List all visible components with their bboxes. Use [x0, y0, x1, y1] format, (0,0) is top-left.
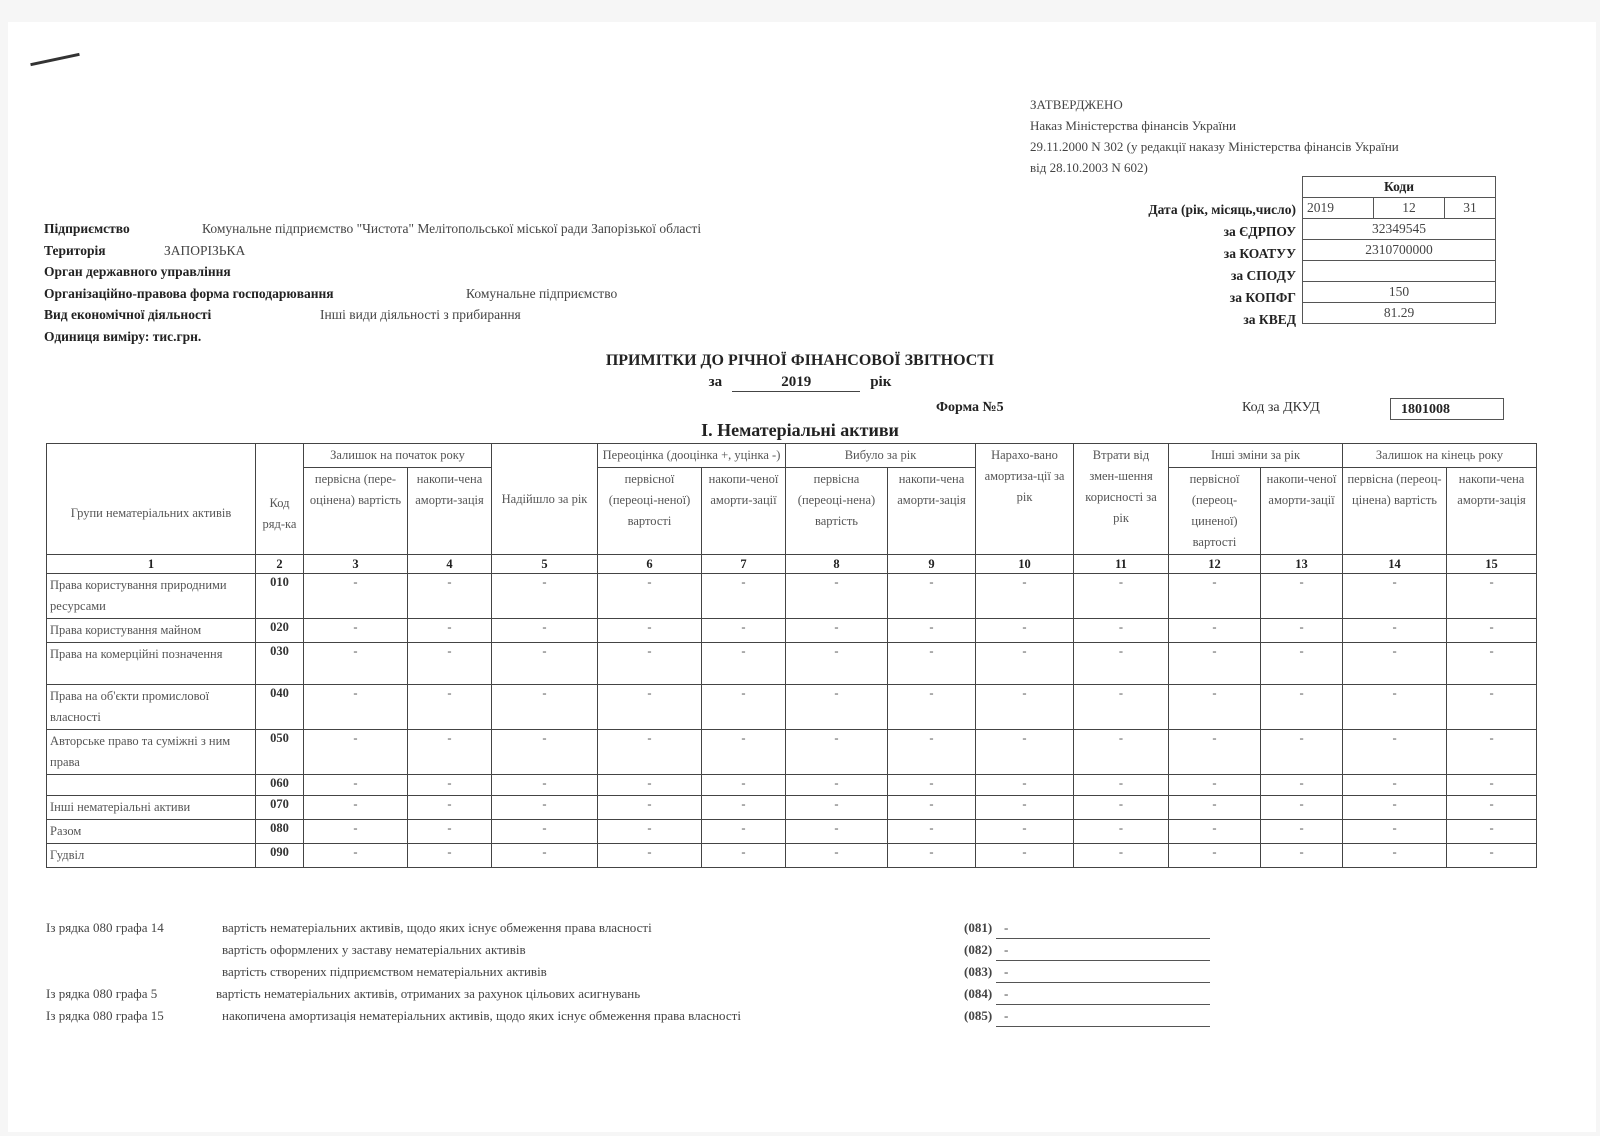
- note-value: -: [1004, 1008, 1009, 1023]
- table-row: [47, 775, 1537, 796]
- cell-value: -: [492, 574, 598, 619]
- approval-block: [1030, 94, 1399, 178]
- row-name: [47, 775, 256, 796]
- subheader-reval-amort: накопи-ченої аморти-зації: [702, 468, 786, 555]
- column-number: 14: [1343, 555, 1447, 574]
- date-day: 31: [1445, 198, 1496, 219]
- cell-value: -: [408, 844, 492, 868]
- cell-value: -: [492, 775, 598, 796]
- cell-value: -: [702, 619, 786, 643]
- cell-value: -: [976, 775, 1074, 796]
- intangible-assets-table: [46, 443, 1537, 868]
- row-name: Гудвіл: [47, 844, 256, 868]
- kopfg-value: 150: [1303, 282, 1496, 303]
- table-row: [47, 730, 1537, 775]
- note-code: (083): [964, 964, 993, 979]
- cell-value: -: [1447, 685, 1537, 730]
- row-name: Інші нематеріальні активи: [47, 796, 256, 820]
- subheader-disp-amort: накопи-чена аморти-зація: [888, 468, 976, 555]
- cell-value: -: [598, 643, 702, 685]
- approval-line: Наказ Міністерства фінансів України: [1030, 118, 1236, 133]
- cell-value: -: [1074, 844, 1169, 868]
- cell-value: -: [976, 820, 1074, 844]
- cell-value: -: [1447, 775, 1537, 796]
- table-row: [47, 685, 1537, 730]
- cell-value: -: [598, 775, 702, 796]
- cell-value: -: [976, 643, 1074, 685]
- header-received: Надійшло за рік: [492, 444, 598, 555]
- column-number: 13: [1261, 555, 1343, 574]
- cell-value: -: [1261, 685, 1343, 730]
- note-value: -: [1004, 986, 1009, 1001]
- header-revaluation: Переоцінка (дооцінка +, уцінка -): [598, 444, 786, 468]
- cell-value: -: [1074, 643, 1169, 685]
- cell-value: -: [786, 820, 888, 844]
- cell-value: -: [1447, 643, 1537, 685]
- cell-value: -: [702, 820, 786, 844]
- org-form-value: Комунальне підприємство: [466, 285, 618, 301]
- row-name: Права на об'єкти промислової власності: [47, 685, 256, 730]
- edrpou-value: 32349545: [1303, 219, 1496, 240]
- cell-value: -: [1261, 619, 1343, 643]
- cell-value: -: [492, 820, 598, 844]
- note-text: вартість нематеріальних активів, отриманих за рахунок цільових асигнувань: [216, 986, 641, 1001]
- codes-labels: [1118, 199, 1296, 331]
- row-code: 070: [256, 796, 304, 820]
- codes-heading: Коди: [1303, 177, 1496, 198]
- cell-value: -: [598, 730, 702, 775]
- subheader-other-initial: первісної (переоц-циненої) вартості: [1169, 468, 1261, 555]
- cell-value: -: [888, 574, 976, 619]
- note-value: -: [1004, 942, 1009, 957]
- note-text: вартість оформлених у заставу нематеріальних активів: [222, 942, 526, 957]
- row-name: Авторське право та суміжні з ним права: [47, 730, 256, 775]
- column-number: 11: [1074, 555, 1169, 574]
- cell-value: -: [408, 730, 492, 775]
- cell-value: -: [702, 796, 786, 820]
- note-code: (082): [964, 942, 993, 957]
- cell-value: -: [1343, 796, 1447, 820]
- cell-value: -: [492, 730, 598, 775]
- report-year-line: [0, 374, 1600, 392]
- cell-value: -: [702, 844, 786, 868]
- table-row: [47, 574, 1537, 619]
- cell-value: -: [408, 685, 492, 730]
- kved-value: 81.29: [1303, 303, 1496, 324]
- cell-value: -: [1074, 820, 1169, 844]
- column-number: 5: [492, 555, 598, 574]
- header-impairment: Втрати від змен-шення корисності за рік: [1074, 444, 1169, 555]
- cell-value: -: [408, 820, 492, 844]
- column-number: 6: [598, 555, 702, 574]
- note-value: -: [1004, 964, 1009, 979]
- column-number: 4: [408, 555, 492, 574]
- row-name: Разом: [47, 820, 256, 844]
- cell-value: -: [1074, 730, 1169, 775]
- cell-value: -: [304, 775, 408, 796]
- cell-value: -: [1343, 643, 1447, 685]
- year-prefix: за: [708, 374, 723, 390]
- subheader-open-initial: первісна (пере-оцінена) вартість: [304, 468, 408, 555]
- column-number: 7: [702, 555, 786, 574]
- row-code: 060: [256, 775, 304, 796]
- cell-value: -: [786, 730, 888, 775]
- edrpou-label: за ЄДРПОУ: [1223, 224, 1296, 239]
- cell-value: -: [786, 796, 888, 820]
- activity-label: Вид економічної діяльності: [44, 307, 212, 322]
- cell-value: -: [1261, 775, 1343, 796]
- header-opening-balance: Залишок на початок року: [304, 444, 492, 468]
- report-year: 2019: [732, 374, 860, 392]
- cell-value: -: [888, 796, 976, 820]
- cell-value: -: [888, 619, 976, 643]
- enterprise-label: Підприємство: [44, 221, 130, 236]
- row-code: 020: [256, 619, 304, 643]
- cell-value: -: [1343, 685, 1447, 730]
- cell-value: -: [1169, 685, 1261, 730]
- authority-label: Орган державного управління: [44, 264, 231, 279]
- row-code: 080: [256, 820, 304, 844]
- column-number: 12: [1169, 555, 1261, 574]
- cell-value: -: [786, 685, 888, 730]
- approval-line: 29.11.2000 N 302 (у редакції наказу Міністерства фінансів України: [1030, 139, 1399, 154]
- cell-value: -: [492, 619, 598, 643]
- cell-value: -: [888, 685, 976, 730]
- subheader-close-amort: накопи-чена аморти-зація: [1447, 468, 1537, 555]
- note-underline: [996, 1004, 1210, 1005]
- cell-value: -: [1447, 619, 1537, 643]
- section-title: І. Нематеріальні активи: [701, 420, 899, 440]
- column-number: 2: [256, 555, 304, 574]
- org-form-label: Організаційно-правова форма господарювання: [44, 285, 334, 301]
- cell-value: -: [976, 685, 1074, 730]
- note-code: (085): [964, 1008, 993, 1023]
- cell-value: -: [1447, 820, 1537, 844]
- subheader-reval-initial: первісної (переоці-неної) вартості: [598, 468, 702, 555]
- header-closing-balance: Залишок на кінець року: [1343, 444, 1537, 468]
- cell-value: -: [1169, 574, 1261, 619]
- cell-value: -: [492, 796, 598, 820]
- cell-value: -: [786, 775, 888, 796]
- cell-value: -: [976, 574, 1074, 619]
- row-name: Права користування природними ресурсами: [47, 574, 256, 619]
- cell-value: -: [888, 844, 976, 868]
- cell-value: -: [1261, 820, 1343, 844]
- cell-value: -: [1261, 643, 1343, 685]
- note-underline: [996, 938, 1210, 939]
- cell-value: -: [598, 796, 702, 820]
- row-code: 050: [256, 730, 304, 775]
- cell-value: -: [492, 844, 598, 868]
- note-prefix: Із рядка 080 графа 15: [46, 1008, 164, 1023]
- note-underline: [996, 1026, 1210, 1027]
- activity-value: Інші види діяльності з прибирання: [320, 307, 521, 322]
- table-row: [47, 844, 1537, 868]
- note-value: -: [1004, 920, 1009, 935]
- row-name: Права користування майном: [47, 619, 256, 643]
- form-number: Форма №5: [936, 400, 1004, 415]
- note-code: (081): [964, 920, 993, 935]
- cell-value: -: [408, 796, 492, 820]
- cell-value: -: [598, 820, 702, 844]
- note-text: вартість нематеріальних активів, щодо яких існує обмеження права власності: [222, 920, 652, 935]
- cell-value: -: [304, 730, 408, 775]
- note-code: (084): [964, 986, 993, 1001]
- date-label: Дата (рік, місяць,число): [1148, 202, 1296, 217]
- cell-value: -: [1074, 574, 1169, 619]
- cell-value: -: [598, 685, 702, 730]
- note-prefix: Із рядка 080 графа 14: [46, 920, 164, 935]
- note-text: вартість створених підприємством нематеріальних активів: [222, 964, 547, 979]
- koatuu-value: 2310700000: [1303, 240, 1496, 261]
- cell-value: -: [1261, 796, 1343, 820]
- spodu-label: за СПОДУ: [1231, 268, 1296, 283]
- column-number: 8: [786, 555, 888, 574]
- table-row: [47, 643, 1537, 685]
- cell-value: -: [976, 844, 1074, 868]
- header-code: Код ряд-ка: [256, 444, 304, 555]
- cell-value: -: [888, 643, 976, 685]
- cell-value: -: [408, 619, 492, 643]
- header-other-changes: Інші зміни за рік: [1169, 444, 1343, 468]
- cell-value: -: [702, 775, 786, 796]
- note-prefix: Із рядка 080 графа 5: [46, 986, 158, 1001]
- column-number: 9: [888, 555, 976, 574]
- spodu-value: [1303, 261, 1496, 282]
- cell-value: -: [1343, 574, 1447, 619]
- cell-value: -: [976, 619, 1074, 643]
- cell-value: -: [408, 574, 492, 619]
- enterprise-value: Комунальне підприємство "Чистота" Мелітопольської міської ради Запорізької області: [202, 221, 702, 236]
- kopfg-label: за КОПФГ: [1229, 290, 1296, 305]
- cell-value: -: [1261, 844, 1343, 868]
- column-number: 1: [47, 555, 256, 574]
- cell-value: -: [888, 820, 976, 844]
- cell-value: -: [702, 643, 786, 685]
- table-row: [47, 796, 1537, 820]
- cell-value: -: [1343, 730, 1447, 775]
- subheader-close-initial: первісна (переоц-цінена) вартість: [1343, 468, 1447, 555]
- cell-value: -: [304, 619, 408, 643]
- date-month: 12: [1374, 198, 1445, 219]
- cell-value: -: [702, 685, 786, 730]
- subheader-disp-initial: первісна (переоці-нена) вартість: [786, 468, 888, 555]
- cell-value: -: [1169, 619, 1261, 643]
- column-numbers-row: [47, 555, 1537, 574]
- cell-value: -: [304, 685, 408, 730]
- row-name: Права на комерційні позначення: [47, 643, 256, 685]
- cell-value: -: [304, 820, 408, 844]
- cell-value: -: [1343, 619, 1447, 643]
- cell-value: -: [492, 685, 598, 730]
- header-groups: Групи нематеріальних активів: [47, 444, 256, 555]
- cell-value: -: [598, 619, 702, 643]
- table-row: [47, 820, 1537, 844]
- cell-value: -: [786, 844, 888, 868]
- cell-value: -: [598, 844, 702, 868]
- cell-value: -: [786, 643, 888, 685]
- cell-value: -: [786, 619, 888, 643]
- column-number: 3: [304, 555, 408, 574]
- year-suffix: рік: [870, 374, 892, 390]
- cell-value: -: [702, 574, 786, 619]
- dkud-label: Код за ДКУД: [1242, 400, 1320, 415]
- cell-value: -: [1169, 643, 1261, 685]
- table-row: [47, 619, 1537, 643]
- cell-value: -: [598, 574, 702, 619]
- cell-value: -: [1447, 730, 1537, 775]
- cell-value: -: [888, 775, 976, 796]
- row-code: 090: [256, 844, 304, 868]
- cell-value: -: [1169, 730, 1261, 775]
- column-number: 10: [976, 555, 1074, 574]
- cell-value: -: [304, 574, 408, 619]
- cell-value: -: [1343, 820, 1447, 844]
- cell-value: -: [1261, 574, 1343, 619]
- row-code: 040: [256, 685, 304, 730]
- subheader-other-amort: накопи-ченої аморти-зації: [1261, 468, 1343, 555]
- cell-value: -: [1074, 775, 1169, 796]
- date-year: 2019: [1303, 198, 1374, 219]
- header-disposed: Вибуло за рік: [786, 444, 976, 468]
- note-underline: [996, 982, 1210, 983]
- cell-value: -: [1447, 574, 1537, 619]
- cell-value: -: [976, 730, 1074, 775]
- cell-value: -: [1343, 844, 1447, 868]
- cell-value: -: [1447, 844, 1537, 868]
- codes-table: [1302, 176, 1496, 324]
- cell-value: -: [1343, 775, 1447, 796]
- subheader-open-amort: накопи-чена аморти-зація: [408, 468, 492, 555]
- note-text: накопичена амортизація нематеріальних активів, щодо яких існує обмеження права власності: [222, 1008, 741, 1023]
- approval-line: ЗАТВЕРДЖЕНО: [1030, 97, 1123, 112]
- cell-value: -: [1169, 844, 1261, 868]
- cell-value: -: [1261, 730, 1343, 775]
- cell-value: -: [1169, 820, 1261, 844]
- cell-value: -: [888, 730, 976, 775]
- note-underline: [996, 960, 1210, 961]
- cell-value: -: [1074, 796, 1169, 820]
- approval-line: від 28.10.2003 N 602): [1030, 160, 1148, 175]
- cell-value: -: [304, 844, 408, 868]
- cell-value: -: [1074, 685, 1169, 730]
- cell-value: -: [976, 796, 1074, 820]
- cell-value: -: [1447, 796, 1537, 820]
- unit-label: Одиниця виміру: тис.грн.: [44, 328, 202, 344]
- column-number: 15: [1447, 555, 1537, 574]
- cell-value: -: [786, 574, 888, 619]
- territory-value: ЗАПОРІЗЬКА: [164, 242, 246, 258]
- cell-value: -: [702, 730, 786, 775]
- cell-value: -: [408, 775, 492, 796]
- cell-value: -: [1169, 775, 1261, 796]
- dkud-value: 1801008: [1390, 398, 1504, 420]
- cell-value: -: [1074, 619, 1169, 643]
- header-amortization: Нарахо-вано амортиза-ції за рік: [976, 444, 1074, 555]
- row-code: 010: [256, 574, 304, 619]
- cell-value: -: [1169, 796, 1261, 820]
- cell-value: -: [304, 643, 408, 685]
- page-title: ПРИМІТКИ ДО РІЧНОЇ ФІНАНСОВОЇ ЗВІТНОСТІ: [605, 352, 995, 369]
- koatuu-label: за КОАТУУ: [1223, 246, 1296, 261]
- kved-label: за КВЕД: [1243, 312, 1296, 327]
- cell-value: -: [304, 796, 408, 820]
- row-code: 030: [256, 643, 304, 685]
- territory-label: Територія: [44, 242, 106, 258]
- cell-value: -: [408, 643, 492, 685]
- cell-value: -: [492, 643, 598, 685]
